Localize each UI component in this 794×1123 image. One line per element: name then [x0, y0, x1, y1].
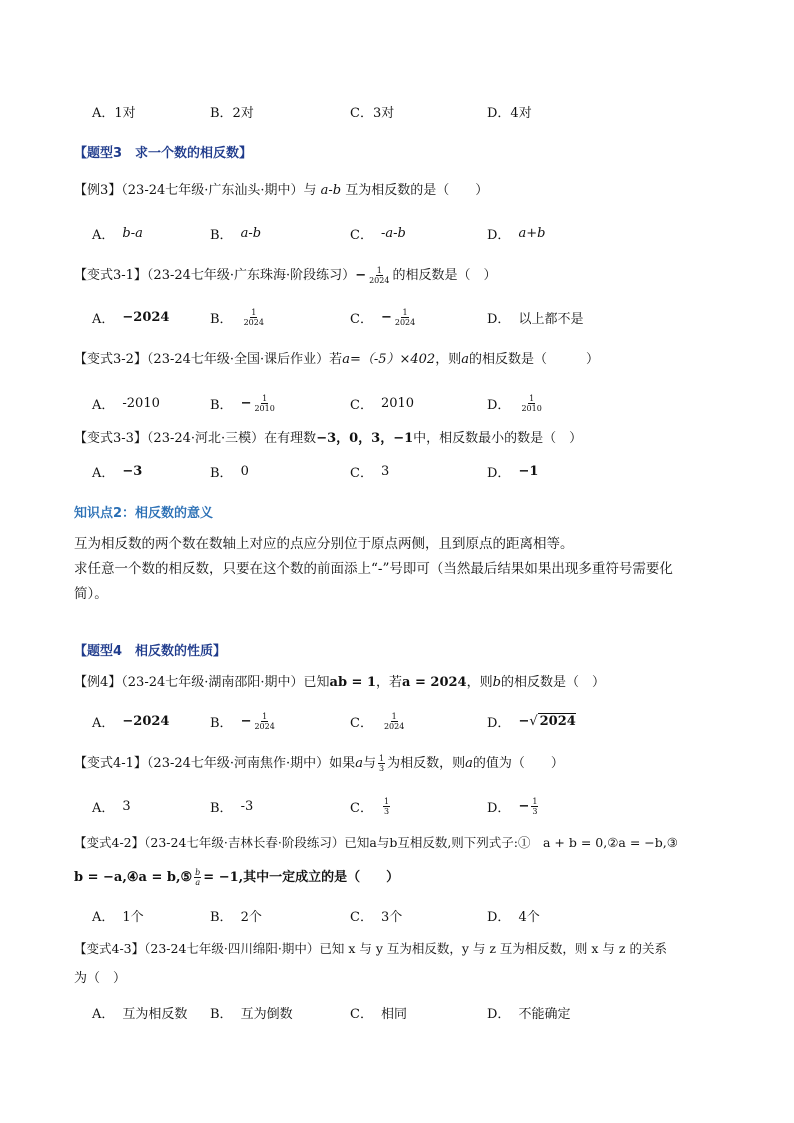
question-text: 的相反数是（ ）: [392, 268, 497, 283]
option-value: 0: [240, 463, 249, 479]
math-sign: −: [518, 713, 530, 729]
option-b: [210, 460, 249, 482]
fraction-denominator: 3: [532, 806, 538, 816]
option-c: [350, 904, 402, 926]
fraction-numerator: 1: [391, 711, 397, 721]
math-var: a: [465, 756, 473, 771]
options-row-ex4: [92, 710, 732, 732]
option-letter: A．: [92, 397, 115, 413]
options-row-v3-2: [92, 392, 732, 414]
option-d: [487, 710, 576, 732]
option-letter: B．: [210, 715, 233, 731]
option-d: [487, 306, 583, 328]
option-letter: C．: [350, 397, 373, 413]
math-sign: −: [380, 309, 392, 325]
option-letter: B．: [210, 1006, 233, 1022]
option-letter: A．: [92, 465, 115, 481]
option-c: [350, 306, 418, 328]
question-text: 的相反数是（ ）: [468, 352, 599, 367]
question-text: ，则: [466, 675, 493, 690]
question-v4-2-line1: 【变式4-2】（23-24七年级·吉林长春·阶段练习）已知a与b互相反数,则下列式子:① a + b = 0,②a = −b,③: [74, 835, 678, 850]
option-letter: C．: [350, 1006, 373, 1022]
option-d: D．4对: [487, 105, 532, 121]
option-letter: C．: [350, 909, 373, 925]
option-letter: D．: [487, 397, 511, 413]
option-d: [487, 904, 540, 926]
fraction-numerator: 1: [383, 796, 390, 806]
fraction-denominator: 2024: [369, 276, 390, 285]
option-letter: A．: [92, 909, 115, 925]
option-b: [210, 222, 261, 244]
fraction-denominator: 2024: [394, 317, 416, 327]
section-heading-type4: 【题型4 相反数的性质】: [74, 644, 227, 659]
option-value: 不能确定: [518, 1006, 571, 1022]
question-text: 为相反数，则: [387, 756, 466, 771]
fraction-numerator: 1: [402, 307, 408, 317]
option-value: b-a: [122, 225, 143, 241]
math-var: b: [492, 675, 501, 690]
question-v4-3-line2: 为（ ）: [74, 971, 127, 986]
math-expr: −3，0，3，−1: [316, 431, 414, 446]
knowledge-paragraph: [74, 532, 726, 607]
fraction: [368, 266, 390, 285]
question-text: 中，相反数最小的数是（ ）: [413, 431, 583, 446]
option-c: [350, 392, 414, 414]
fraction-denominator: 2024: [254, 721, 275, 731]
question-v4-2-line2: [74, 868, 399, 887]
option-value: −1: [518, 463, 539, 479]
option-letter: A．: [92, 227, 115, 243]
option-value: a-b: [240, 225, 262, 241]
options-row-ex3: [92, 222, 732, 244]
question-text: 【例4】（23-24七年级·湖南邵阳·期中）已知: [74, 675, 330, 690]
fraction-denominator: 2010: [521, 403, 542, 413]
question-text: 【变式3-1】（23-24七年级·广东珠海·阶段练习）: [74, 268, 356, 283]
option-value: 互为倒数: [240, 1006, 293, 1022]
option-letter: C．: [350, 800, 373, 816]
fraction: [531, 797, 538, 816]
options-row-v4-3: [92, 1001, 732, 1023]
question-v3-3: [74, 430, 582, 448]
option-letter: A．: [92, 1006, 115, 1022]
math-sign: −: [518, 798, 530, 814]
option-a: [92, 795, 131, 817]
options-row-v4-1: [92, 795, 732, 817]
option-b: B．2对: [210, 105, 254, 121]
fraction-denominator: 2024: [243, 317, 264, 327]
option-letter: A．: [92, 311, 115, 327]
fraction-numerator: 1: [532, 796, 538, 806]
option-letter: D．: [487, 909, 511, 925]
fraction-numerator: 1: [376, 266, 382, 275]
question-text: 互为相反数的是（ ）: [345, 183, 489, 198]
fraction: [378, 754, 385, 773]
fraction: [394, 308, 416, 327]
option-value: −2024: [122, 713, 170, 729]
math-expr: = −1,其中一定成立的是（ ）: [203, 870, 400, 885]
option-c: [350, 795, 392, 817]
option-c: [350, 460, 389, 482]
option-a: [92, 460, 142, 482]
options-row-v3-3: [92, 460, 732, 482]
option-letter: D．: [487, 800, 511, 816]
option-value: 2010: [380, 395, 415, 411]
question-ex4: [74, 674, 605, 692]
option-value: 以上都不是: [518, 311, 584, 327]
fraction: [243, 308, 265, 327]
knowledge-point-heading: 知识点2：相反数的意义: [74, 506, 214, 521]
question-text: ，则: [435, 352, 462, 367]
option-d: [487, 392, 545, 414]
option-a: [92, 710, 169, 732]
question-v3-2: [74, 351, 599, 369]
option-letter: D．: [487, 227, 511, 243]
option-letter: D．: [487, 311, 511, 327]
option-b: [210, 1001, 293, 1023]
option-a: A．1对: [92, 105, 136, 121]
option-d: [487, 1001, 570, 1023]
option-letter: B．: [210, 227, 233, 243]
fraction-numerator: 1: [529, 393, 535, 403]
option-b: [210, 904, 262, 926]
math-expr: b = −a,④a = b,⑤: [74, 870, 193, 885]
math-sign: −: [355, 268, 367, 283]
option-a: [92, 222, 143, 244]
fraction-numerator: b: [195, 868, 201, 877]
option-a: [92, 306, 169, 328]
option-b: [210, 306, 267, 328]
option-value: 3: [380, 463, 390, 479]
option-letter: C．: [350, 715, 373, 731]
option-letter: D．: [487, 715, 511, 731]
fraction-denominator: 3: [378, 764, 385, 773]
fraction-denominator: 2024: [383, 721, 405, 731]
option-letter: B．: [210, 465, 233, 481]
fraction: [520, 394, 542, 413]
fraction-denominator: 2010: [254, 403, 275, 413]
option-a: [92, 1001, 187, 1023]
question-v4-3-line1: 【变式4-3】（23-24七年级·四川绵阳·期中）已知 x 与 y 互为相反数，y 与 z 互为相反数，则 x 与 z 的关系: [74, 941, 667, 956]
question-v4-1: [74, 754, 564, 773]
options-row-v3-1: [92, 306, 732, 328]
question-text: 【例3】（23-24七年级·广东汕头·期中）与: [74, 183, 317, 198]
option-value: 2个: [240, 909, 262, 925]
option-c: C．3对: [350, 105, 395, 121]
option-letter: B．: [210, 800, 233, 816]
paragraph-line: 互为相反数的两个数在数轴上对应的点应分别位于原点两侧，且到原点的距离相等。: [74, 536, 574, 552]
question-v3-1: [74, 266, 496, 285]
paragraph-line: 求任意一个数的相反数，只要在这个数的前面添上“-”号即可（当然最后结果如果出现多重符号需要化: [74, 561, 673, 577]
fraction: [383, 712, 405, 731]
question-text: 【变式3-2】（23-24七年级·全国·课后作业）若: [74, 352, 343, 367]
math-var: a: [355, 756, 363, 771]
math-expr: a = 2024: [402, 675, 467, 690]
option-letter: B．: [210, 397, 233, 413]
fraction-numerator: 1: [262, 711, 268, 721]
option-value: −2024: [122, 309, 170, 325]
section-heading-type3: 【题型3 求一个数的相反数】: [74, 146, 253, 161]
options-row-top: [92, 100, 732, 122]
option-letter: A．: [92, 715, 115, 731]
option-b: [210, 795, 253, 817]
option-value: 3个: [380, 909, 403, 925]
sqrt-icon: √: [529, 713, 538, 729]
option-a: [92, 904, 144, 926]
option-d: [487, 460, 538, 482]
question-text: ，若: [376, 675, 403, 690]
option-letter: A．: [92, 800, 115, 816]
option-d: [487, 795, 540, 817]
fraction-numerator: 1: [378, 754, 385, 763]
option-value: 相同: [380, 1006, 407, 1022]
fraction: [383, 797, 390, 816]
fraction-denominator: 3: [383, 806, 390, 816]
option-a: [92, 392, 160, 414]
option-value: 3: [122, 798, 131, 814]
question-text: 的相反数是（ ）: [500, 675, 605, 690]
option-b: [210, 710, 278, 732]
option-c: [350, 710, 407, 732]
math-var: a: [461, 352, 469, 367]
radicand: 2024: [539, 714, 576, 729]
question-text: 【变式3-3】（23-24·河北·三模）在有理数: [74, 431, 317, 446]
option-value: -2010: [122, 395, 160, 411]
option-d: [487, 222, 545, 244]
math-expr: a=（-5）×402: [342, 352, 436, 367]
question-text: 的值为（ ）: [472, 756, 564, 771]
option-c: [350, 1001, 407, 1023]
option-value: 4个: [518, 909, 540, 925]
option-value: 互为相反数: [122, 1006, 188, 1022]
fraction: [253, 712, 275, 731]
option-b: [210, 392, 278, 414]
fraction: [253, 394, 275, 413]
math-expr: a-b: [320, 183, 342, 198]
question-text: 与: [362, 756, 376, 771]
fraction-denominator: a: [195, 878, 201, 887]
option-letter: C．: [350, 465, 373, 481]
fraction-numerator: 1: [262, 393, 268, 403]
fraction: [194, 868, 201, 887]
fraction-numerator: 1: [251, 307, 257, 317]
math-sign: −: [240, 395, 252, 411]
paragraph-line: 简）。: [74, 586, 108, 602]
option-c: [350, 222, 406, 244]
option-letter: B．: [210, 311, 233, 327]
question-ex3: [74, 182, 488, 200]
option-letter: C．: [350, 227, 373, 243]
option-value: a+b: [518, 225, 546, 241]
option-letter: D．: [487, 1006, 511, 1022]
option-value: −3: [122, 463, 143, 479]
option-letter: B．: [210, 909, 233, 925]
option-letter: D．: [487, 465, 511, 481]
option-value: -3: [240, 798, 254, 814]
question-text: 【变式4-1】（23-24七年级·河南焦作·期中）如果: [74, 756, 356, 771]
option-value: -a-b: [380, 225, 406, 241]
math-sign: −: [240, 713, 252, 729]
options-row-v4-2: [92, 904, 732, 926]
option-letter: C．: [350, 311, 373, 327]
math-expr: ab = 1: [329, 675, 377, 690]
option-value: 1个: [122, 909, 144, 925]
